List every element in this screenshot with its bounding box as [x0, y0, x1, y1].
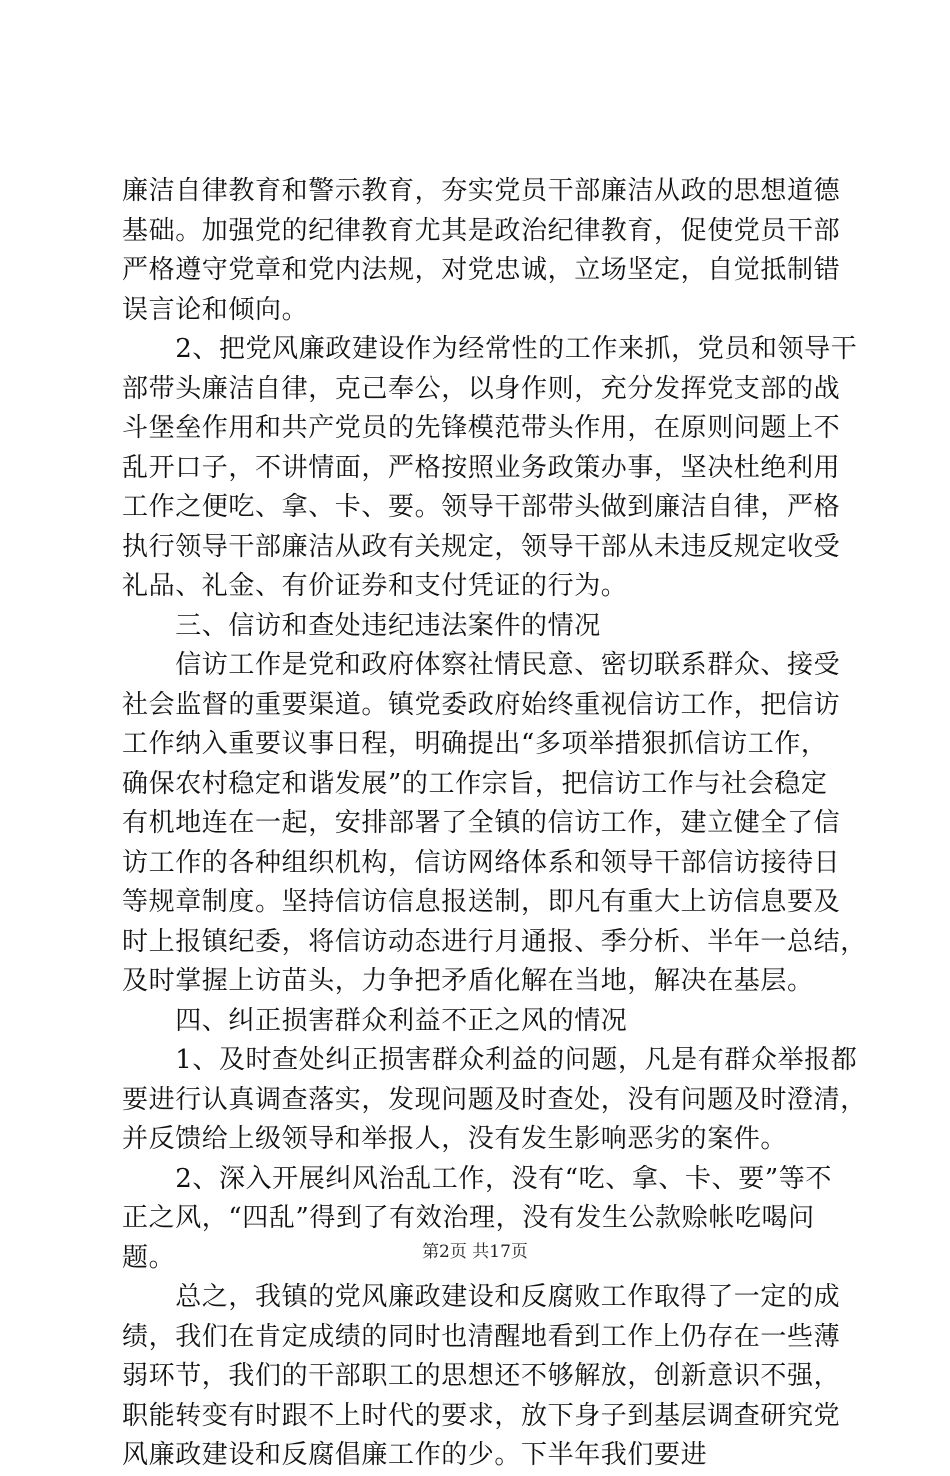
text-line: 社会监督的重要渠道。镇党委政府始终重视信访工作，把信访	[122, 689, 841, 720]
text-line: 1、及时查处纠正损害群众利益的问题，凡是有群众举报都	[122, 1045, 858, 1075]
text-line: 风廉政建设和反腐倡廉工作的少。下半年我们要进	[122, 1440, 708, 1470]
text-line: 部带头廉洁自律，克己奉公，以身作则，充分发挥党支部的战	[122, 373, 841, 404]
page-number-footer: 第2页 共17页	[422, 1242, 528, 1262]
text-line: 工作纳入重要议事日程，明确提出“多项举措狠抓信访工作，	[122, 729, 828, 759]
text-line: 执行领导干部廉洁从政有关规定，领导干部从未违反规定收受	[122, 531, 841, 562]
text-line: 廉洁自律教育和警示教育，夯实党员干部廉洁从政的思想道德	[122, 176, 841, 206]
text-line: 总之，我镇的党风廉政建设和反腐败工作取得了一定的成	[122, 1282, 841, 1312]
text-line: 2、深入开展纠风治乱工作，没有“吃、拿、卡、要”等不	[122, 1163, 832, 1194]
text-line: 误言论和倾向。	[122, 294, 309, 325]
text-line: 有机地连在一起，安排部署了全镇的信访工作，建立健全了信	[122, 808, 841, 838]
text-line: 信访工作是党和政府体察社情民意、密切联系群众、接受	[122, 650, 841, 680]
text-line: 基础。加强党的纪律教育尤其是政治纪律教育，促使党员干部	[122, 215, 841, 246]
text-line: 乱开口子，不讲情面，严格按照业务政策办事，坚决杜绝利用	[122, 452, 841, 483]
text-line: 及时掌握上访苗头，力争把矛盾化解在当地，解决在基层。	[122, 966, 814, 996]
text-line: 绩，我们在肯定成绩的同时也清醒地看到工作上仍存在一些薄	[122, 1321, 841, 1352]
text-line: 2、把党风廉政建设作为经常性的工作来抓，党员和领导干	[122, 334, 858, 364]
text-line: 访工作的各种组织机构，信访网络体系和领导干部信访接待日	[122, 847, 841, 878]
text-line: 时上报镇纪委，将信访动态进行月通报、季分析、半年一总结，	[122, 926, 867, 957]
text-line: 严格遵守党章和党内法规，对党忠诚，立场坚定，自觉抵制错	[122, 255, 841, 285]
text-line: 等规章制度。坚持信访信息报送制，即凡有重大上访信息要及	[122, 887, 841, 917]
text-line: 斗堡垒作用和共产党员的先锋模范带头作用，在原则问题上不	[122, 413, 841, 443]
body-text	[122, 172, 867, 1476]
text-line: 确保农村稳定和谐发展”的工作宗旨，把信访工作与社会稳定	[122, 768, 828, 799]
text-line: 弱环节，我们的干部职工的思想还不够解放，创新意识不强，	[122, 1361, 841, 1391]
section-heading: 四、纠正损害群众利益不正之风的情况	[122, 1005, 628, 1036]
text-line: 礼品、礼金、有价证券和支付凭证的行为。	[122, 571, 628, 601]
text-line: 职能转变有时跟不上时代的要求，放下身子到基层调查研究党	[122, 1400, 841, 1431]
text-line: 并反馈给上级领导和举报人，没有发生影响恶劣的案件。	[122, 1124, 788, 1154]
section-heading: 三、信访和查处违纪违法案件的情况	[122, 610, 601, 641]
text-line: 要进行认真调查落实，发现问题及时查处，没有问题及时澄清，	[122, 1084, 867, 1115]
text-line: 正之风，“四乱”得到了有效治理，没有发生公款赊帐吃喝问	[122, 1203, 815, 1233]
text-line: 题。	[122, 1242, 176, 1273]
text-line: 工作之便吃、拿、卡、要。领导干部带头做到廉洁自律，严格	[122, 492, 841, 522]
